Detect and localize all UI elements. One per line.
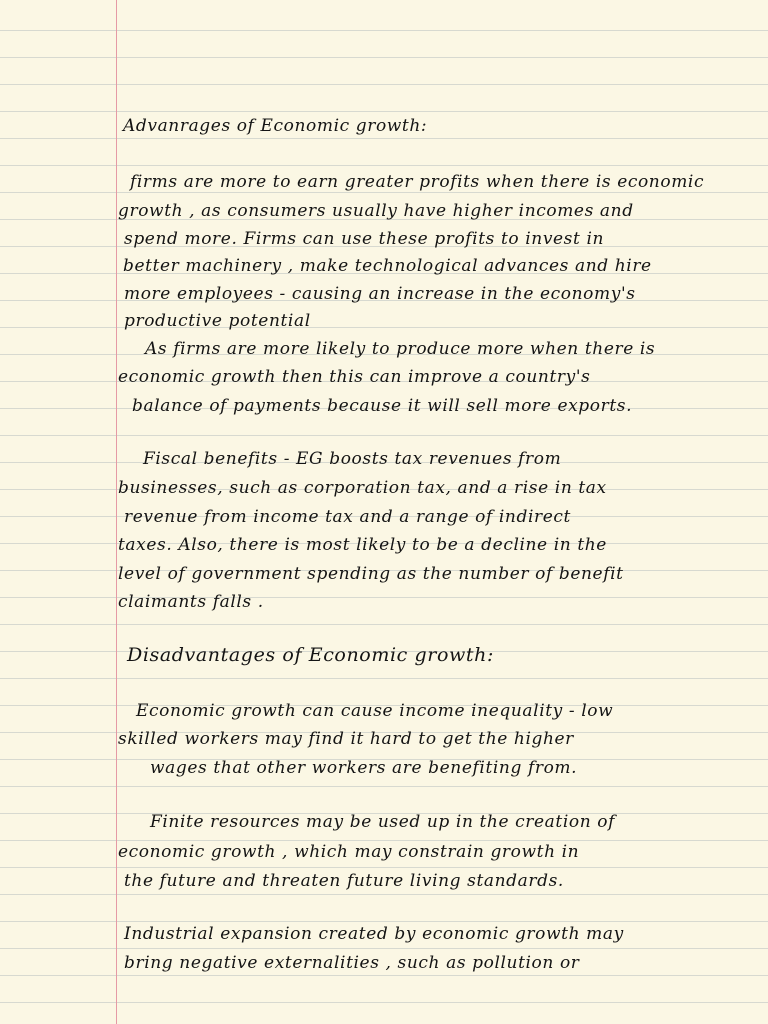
text-line: economic growth , which may constrain growth in: [118, 842, 580, 862]
text-line: better machinery , make technological advances and hire: [123, 256, 652, 276]
text-line: level of government spending as the number of benefit: [118, 564, 624, 584]
text-line: balance of payments because it will sell more exports.: [132, 396, 633, 416]
text-line: claimants falls .: [118, 592, 264, 612]
text-line: taxes. Also, there is most likely to be a decline in the: [118, 535, 607, 555]
text-line: the future and threaten future living standards.: [124, 871, 564, 891]
text-line: more employees - causing an increase in the economy's: [124, 284, 636, 304]
text-line: As firms are more likely to produce more when there is: [145, 339, 656, 359]
text-line: wages that other workers are benefiting from.: [150, 758, 578, 778]
heading-disadvantages: Disadvantages of Economic growth:: [127, 644, 494, 666]
text-line: growth , as consumers usually have higher incomes and: [118, 201, 634, 221]
text-line: productive potential: [124, 311, 311, 331]
text-line: Finite resources may be used up in the creation of: [150, 812, 615, 832]
text-line: spend more. Firms can use these profits to invest in: [124, 229, 605, 249]
text-line: bring negative externalities , such as pollution or: [124, 953, 580, 973]
heading-advantages: Advanrages of Economic growth:: [123, 116, 428, 136]
margin-line: [116, 0, 117, 1024]
text-line: Industrial expansion created by economic growth may: [124, 924, 624, 944]
text-line: Economic growth can cause income inequality - low: [136, 701, 614, 721]
text-line: firms are more to earn greater profits when there is economic: [130, 172, 705, 192]
text-line: economic growth then this can improve a country's: [118, 367, 591, 387]
text-line: skilled workers may find it hard to get the higher: [118, 729, 574, 749]
text-line: revenue from income tax and a range of indirect: [124, 507, 571, 527]
text-line: Fiscal benefits - EG boosts tax revenues from: [143, 449, 562, 469]
text-line: businesses, such as corporation tax, and a rise in tax: [118, 478, 607, 498]
